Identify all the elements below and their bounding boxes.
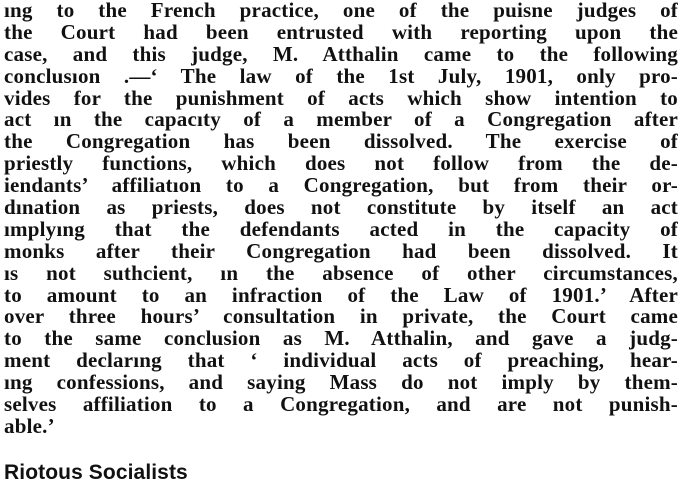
- article-line: ment declarıng that ‘ individual acts of preaching, hear-: [4, 348, 678, 373]
- article-line: conclusıon .—‘ The law of the 1st July, 1901, only pro-: [4, 63, 678, 88]
- article-line: selves affiliation to a Congregation, and are not punish-: [4, 392, 678, 417]
- article-line: over three hours’ consultation in private, the Court came: [4, 304, 678, 329]
- article-line: ıs not suthcient, ın the absence of other circumstances,: [4, 260, 678, 285]
- article-line: able.’: [4, 413, 55, 438]
- article-line: dınation as priests, does not constitute by itself an act: [4, 195, 678, 220]
- article-line: act ın the capacıty of a member of a Congregation after: [4, 107, 678, 132]
- article-line: ıng confessions, and saying Mass do not imply by them-: [4, 370, 678, 395]
- article-line: priestly functions, which does not follow from the de-: [4, 151, 678, 176]
- article-line: to amount to an infraction of the Law of 1901.’ After: [4, 282, 678, 307]
- article-line: the Congregation has been dissolved. The exercise of: [4, 129, 678, 154]
- article-line: vides for the punishment of acts which show intention to: [4, 85, 678, 110]
- article-line: case, and this judge, M. Atthalin came to the following: [4, 41, 678, 66]
- section-heading: Riotous Socialists: [4, 461, 188, 484]
- article-line: the Court had been entrusted with reporting upon the: [4, 19, 678, 44]
- article-body: [4, 0, 678, 438]
- article-line: ımplyıng that the defendants acted in the capacity of: [4, 216, 678, 241]
- article-line: ıng to the French practice, one of the puisne judges of: [4, 0, 678, 22]
- article-line: to the same conclusion as M. Atthalin, and gave a judg-: [4, 326, 678, 351]
- article-line: monks after their Congregation had been dissolved. It: [4, 238, 678, 263]
- article-line: iendants’ affiliatıon to a Congregation, but from their or-: [4, 173, 678, 198]
